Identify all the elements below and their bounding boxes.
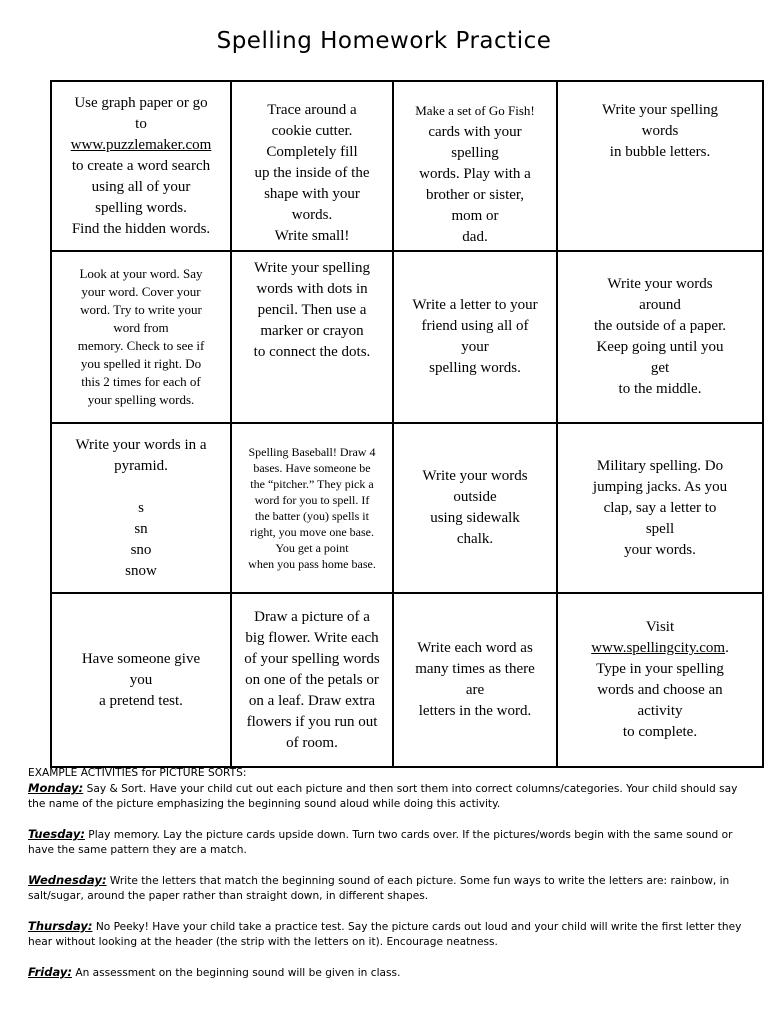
grid-cell-look-say-cover: Look at your word. Say your word. Cover your word. Try to write your word from memory. Check to see if you spelled it right. Do this 2 times for each of your spelling words. — [51, 251, 231, 423]
page-title: Spelling Homework Practice — [216, 28, 552, 54]
activity-text: An assessment on the beginning sound will be given in class. — [71, 967, 401, 979]
grid-cell-puzzlemaker — [51, 81, 231, 251]
picture-sort-activities — [28, 766, 744, 996]
grid-cell-dots: Write your spelling words with dots in pencil. Then use a marker or crayon to connect the dots. — [231, 251, 393, 423]
activity-tuesday — [28, 827, 744, 858]
spellingcity-link[interactable]: www.spellingcity.com — [591, 640, 726, 656]
activities-heading: EXAMPLE ACTIVITIES for PICTURE SORTS: — [28, 767, 247, 779]
activity-grid — [50, 80, 764, 768]
grid-cell-pyramid: Write your words in a pyramid. s sn sno snow — [51, 423, 231, 593]
grid-row — [51, 593, 763, 767]
activity-monday — [28, 781, 744, 812]
cell-text: Visit — [645, 619, 675, 635]
puzzlemaker-link[interactable]: www.puzzlemaker.com — [70, 136, 212, 153]
activity-text: Say & Sort. Have your child cut out each picture and then sort them into correct columns/categories. Your child should say the name of the picture emphasizing the beginning sound aloud while doing this activity. — [28, 783, 738, 810]
grid-row — [51, 251, 763, 423]
grid-cell-big-flower: Draw a picture of a big flower. Write each of your spelling words on one of the petals or on a leaf. Draw extra flowers if you run out of room. — [231, 593, 393, 767]
grid-cell-cookie-cutter: Trace around a cookie cutter. Completely fill up the inside of the shape with your words. Write small! — [231, 81, 393, 251]
cell-text: to create a word search using all of your spelling words. Find the hidden words. — [71, 157, 211, 237]
grid-cell-go-fish — [393, 81, 557, 251]
activity-text: Write the letters that match the beginning sound of each picture. Some fun ways to write the letters are: rainbow, in salt/sugar, around the paper rather than straight down, in different shapes. — [28, 875, 730, 902]
grid-cell-around-paper: Write your words around the outside of a paper. Keep going until you get to the middle. — [557, 251, 763, 423]
grid-cell-spelling-baseball: Spelling Baseball! Draw 4 bases. Have someone be the “pitcher.” They pick a word for you to spell. If the batter (you) spells it right, you move one base. You get a point when you pass home base. — [231, 423, 393, 593]
activity-text: Play memory. Lay the picture cards upside down. Turn two cards over. If the pictures/words begin with the same sound or have the same pattern they are a match. — [28, 829, 733, 856]
grid-cell-bubble-letters: Write your spelling words in bubble letters. — [557, 81, 763, 251]
activity-friday — [28, 965, 744, 981]
grid-row — [51, 81, 763, 251]
grid-cell-military-spelling: Military spelling. Do jumping jacks. As you clap, say a letter to spell your words. — [557, 423, 763, 593]
day-label: Wednesday: — [28, 873, 107, 887]
grid-cell-pretend-test: Have someone give you a pretend test. — [51, 593, 231, 767]
cell-text: cards with your spelling words. Play with a brother or sister, mom or dad. — [419, 124, 531, 245]
day-label: Monday: — [28, 781, 84, 795]
grid-cell-sidewalk-chalk: Write your words outside using sidewalk chalk. — [393, 423, 557, 593]
activity-thursday — [28, 919, 744, 950]
activity-text: No Peeky! Have your child take a practice test. Say the picture cards out loud and your child will write the first letter they hear without looking at the header (the strip with the letters on it). Encourage neatness. — [28, 921, 742, 948]
day-label: Thursday: — [28, 919, 93, 933]
grid-cell-letter: Write a letter to your friend using all of your spelling words. — [393, 251, 557, 423]
activity-wednesday — [28, 873, 744, 904]
day-label: Friday: — [28, 965, 72, 979]
cell-text: Use graph paper or go to — [74, 94, 208, 132]
cell-text: Make a set of Go Fish! — [415, 103, 535, 118]
grid-cell-spellingcity — [557, 593, 763, 767]
cell-text: . Type in your spelling words and choose an activity to complete. — [596, 640, 729, 740]
grid-row — [51, 423, 763, 593]
grid-cell-many-times: Write each word as many times as there are letters in the word. — [393, 593, 557, 767]
day-label: Tuesday: — [28, 827, 85, 841]
